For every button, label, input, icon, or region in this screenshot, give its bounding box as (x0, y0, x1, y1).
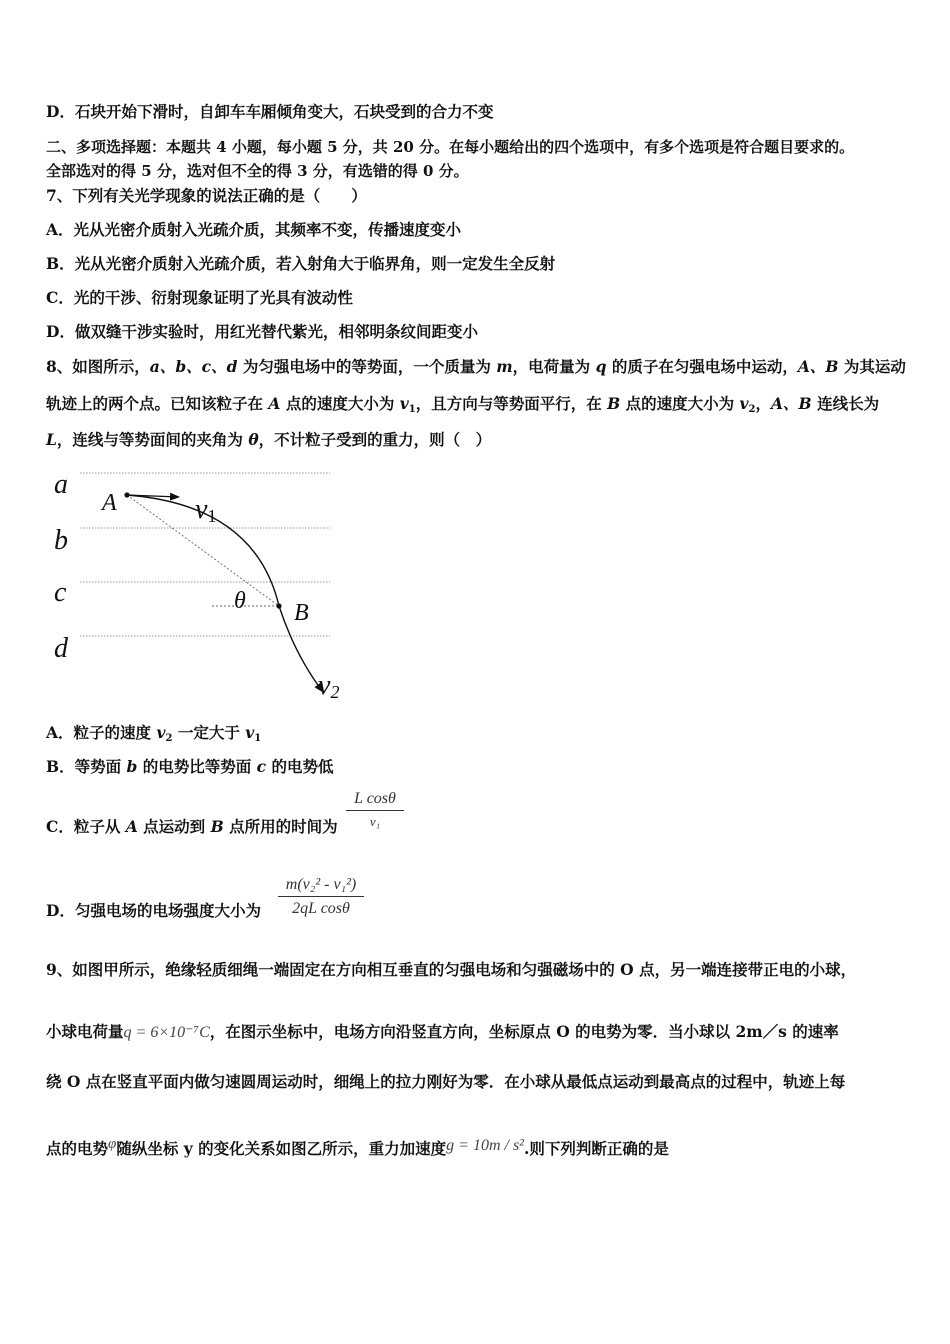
q8-option-c: C．粒子从 A 点运动到 B 点所用的时间为 (46, 817, 338, 836)
q8-stem-line1: 8、如图所示，a、b、c、d 为匀强电场中的等势面，一个质量为 m，电荷量为 q 的质子在匀强电场中运动，A、B 为其运动 (46, 357, 906, 376)
label-b: b (54, 525, 68, 556)
theta-label: θ (234, 588, 246, 614)
q8-option-d-fraction: m(v₂² - v₁²) 2qL cosθ (278, 876, 364, 918)
q8-option-a: A．粒子的速度 $v_2$ 一定大于 $v_1$ (46, 723, 262, 744)
q8-option-b: B．等势面 b 的电势比等势面 c 的电势低 (46, 757, 334, 776)
point-a-dot (124, 492, 129, 497)
v1-label: v1 (195, 494, 217, 526)
q9-stem-line3: 绕 O 点在竖直平面内做匀速圆周运动时，细绳上的拉力刚好为零．在小球从最低点运动到最高点的过程中，轨迹上每 (46, 1072, 846, 1091)
q6-option-d: D．石块开始下滑时，自卸车车厢倾角变大，石块受到的合力不变 (46, 102, 494, 121)
q7-option-d: D．做双缝干涉实验时，用红光替代紫光，相邻明条纹间距变小 (46, 322, 478, 341)
q8-figure (40, 460, 360, 710)
q7-option-b: B．光从光密介质射入光疏介质，若入射角大于临界角，则一定发生全反射 (46, 254, 556, 273)
v2-label: v2 (318, 670, 340, 702)
q7-option-a: A．光从光密介质射入光疏介质，其频率不变，传播速度变小 (46, 220, 462, 239)
label-c: c (54, 577, 67, 608)
section2-header-line1: 二、多项选择题：本题共 4 小题，每小题 5 分，共 20 分。在每小题给出的四个选项中，有多个选项是符合题目要求的。 (46, 138, 855, 156)
section2-header-line2: 全部选对的得 5 分，选对但不全的得 3 分，有选错的得 0 分。 (46, 162, 469, 180)
q8-option-c-fraction: L cosθ v₁ (346, 790, 404, 830)
point-b-dot (276, 603, 281, 608)
label-d: d (54, 633, 68, 664)
q7-option-c: C．光的干涉、衍射现象证明了光具有波动性 (46, 288, 353, 307)
point-a-label: A (102, 490, 117, 516)
q9-stem-line1: 9、如图甲所示，绝缘轻质细绳一端固定在方向相互垂直的匀强电场和匀强磁场中的 O 点，另一端连接带正电的小球， (46, 960, 857, 979)
q9-stem-line2: 小球电荷量q = 6×10⁻⁷C，在图示坐标中，电场方向沿竖直方向，坐标原点 O 的电势为零．当小球以 2m／s 的速率 (46, 1022, 839, 1041)
q7-stem: 7、下列有关光学现象的说法正确的是（ ） (46, 186, 367, 205)
q8-stem-line2: 轨迹上的两个点。已知该粒子在 A 点的速度大小为 $v_1$，且方向与等势面平行，在 B 点的速度大小为 $v_2$，A、B 连线长为 (46, 394, 880, 415)
trajectory-curve (127, 495, 323, 692)
q8-option-d: D．匀强电场的电场强度大小为 (46, 901, 261, 920)
label-a: a (54, 469, 68, 500)
q8-stem-line3: L，连线与等势面间的夹角为 θ，不计粒子受到的重力，则（ ） (46, 430, 492, 449)
point-b-label: B (294, 600, 309, 626)
q9-stem-line4: 点的电势φ随纵坐标 y 的变化关系如图乙所示，重力加速度g = 10m / s².则下列判断正确的是 (46, 1136, 669, 1158)
